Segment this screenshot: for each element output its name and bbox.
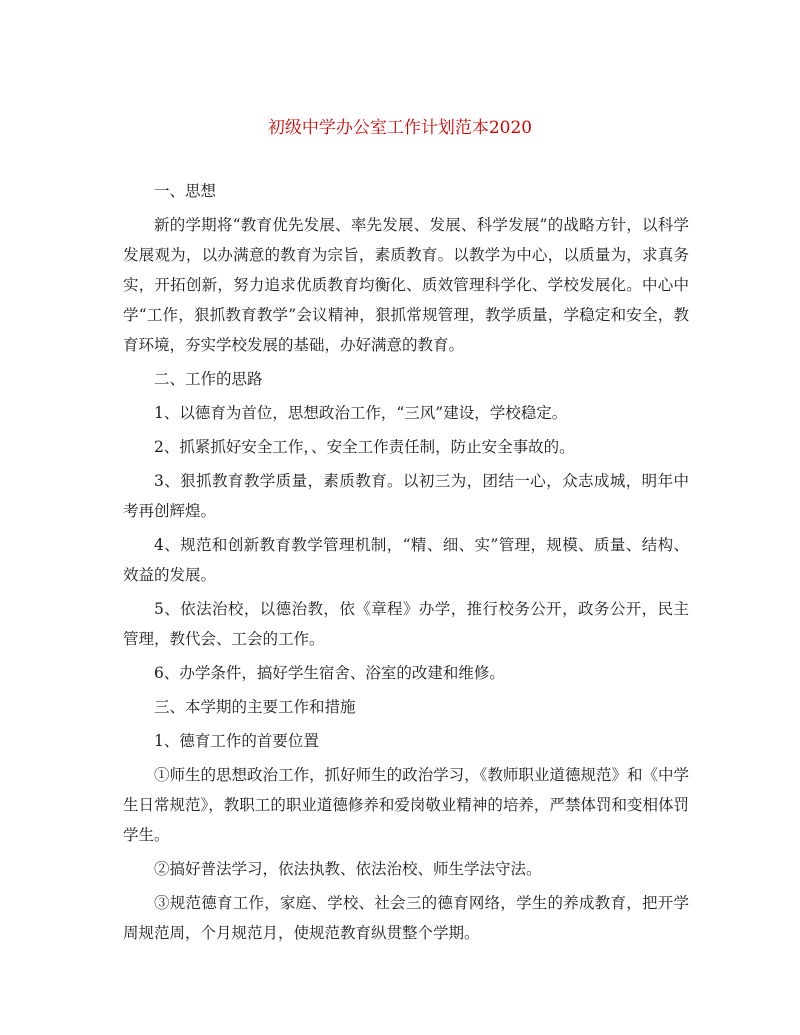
list-item: ①师生的思想政治工作，抓好师生的政治学习，《教师职业道德规范》和《中学生日常规范》，教职工的职业道德修养和爱岗敬业精神的培养，严禁体罚和变相体罚学生。 (123, 766, 689, 844)
section-heading-1: 一、思想 (154, 182, 217, 200)
list-item: 1、以德育为首位，思想政治工作，“三风”建设，学校稳定。 (154, 404, 568, 422)
section-heading-2: 二、工作的思路 (154, 370, 263, 388)
list-item: ②搞好普法学习，依法执教、依法治校、师生学法守法。 (154, 860, 542, 878)
subsection-heading: 1、德育工作的首要位置 (154, 732, 319, 750)
document-body (123, 176, 689, 952)
list-item: 3、狠抓教育教学质量，素质教育。以初三为，团结一心，众志成城，明年中考再创辉煌。 (123, 472, 689, 520)
list-item: 6、办学条件，搞好学生宿舍、浴室的改建和维修。 (154, 664, 505, 682)
list-item: ③规范德育工作，家庭、学校、社会三的德育网络，学生的养成教育，把开学周规范周，个月规范月，使规范教育纵贯整个学期。 (123, 894, 689, 942)
document-title: 初级中学办公室工作计划范本2020 (267, 118, 533, 138)
list-item: 5、依法治校，以德治教，依《章程》办学，推行校务公开，政务公开，民主管理，教代会、工会的工作。 (123, 600, 689, 648)
paragraph-intro: 新的学期将“教育优先发展、率先发展、发展、科学发展”的战略方针，以科学发展观为，以办满意的教育为宗旨，素质教育。以教学为中心，以质量为，求真务实，开拓创新，努力追求优质教育均衡化、质效管理科学化、学校发展化。中心中学“工作，狠抓教育教学”会议精神，狠抓常规管理，教学质量，学稳定和安全，教育环境，夯实学校发展的基础，办好满意的教育。 (123, 216, 689, 354)
list-item: 2、抓紧抓好安全工作，、安全工作责任制，防止安全事故的。 (154, 438, 575, 456)
section-heading-3: 三、本学期的主要工作和措施 (154, 698, 356, 716)
list-item: 4、规范和创新教育教学管理机制，“精、细、实”管理，规模、质量、结构、效益的发展。 (123, 536, 689, 584)
